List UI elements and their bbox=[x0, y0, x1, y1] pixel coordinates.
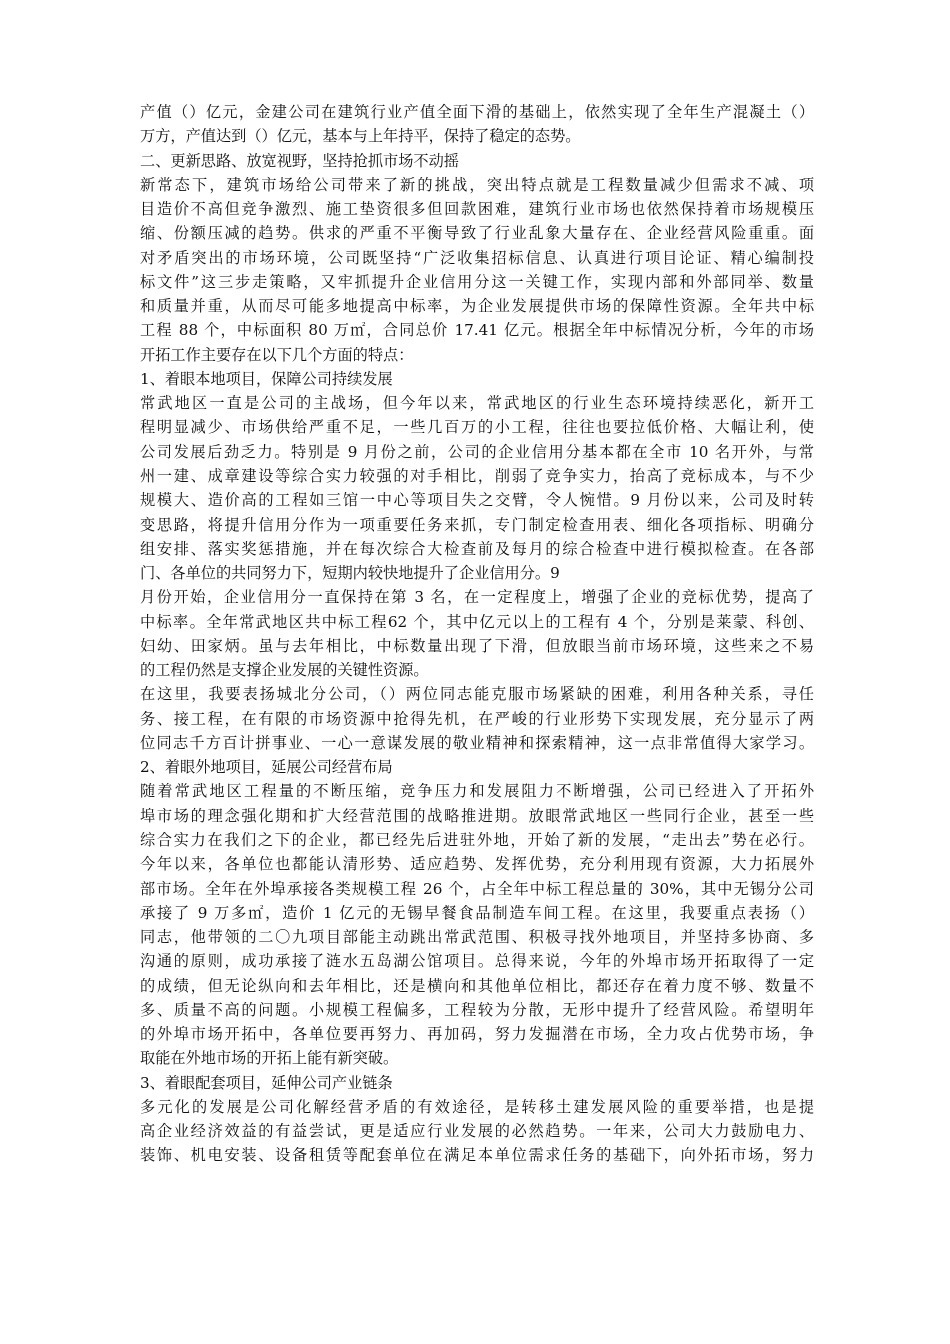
text-line: 月份开始，企业信用分一直保持在第 3 名，在一定程度上，增强了企业的竞标优势，提高了 bbox=[140, 588, 814, 607]
text-line: 常武地区一直是公司的主战场，但今年以来，常武地区的行业生态环境持续恶化，新开工 bbox=[140, 394, 814, 413]
text-line: 规模大、造价高的工程如三馆一中心等项目失之交臂，令人惋惜。9 月份以来，公司及时转 bbox=[140, 491, 814, 510]
section-heading: 二、更新思路、放宽视野，坚持抢抓市场不动摇 bbox=[140, 151, 459, 170]
document-body bbox=[140, 100, 814, 1168]
text-line: 工程 88 个，中标面积 80 万㎡，合同总价 17.41 亿元。根据全年中标情况分析，今年的市场 bbox=[140, 321, 814, 340]
text-line: 埠市场的理念强化期和扩大经营范围的战略推进期。放眼常武地区一些同行企业，甚至一些 bbox=[140, 806, 814, 825]
text-line: 随着常武地区工程量的不断压缩，竞争压力和发展阻力不断增强，公司已经进入了开拓外 bbox=[140, 782, 814, 801]
text-line: 门、各单位的共同努力下，短期内较快地提升了企业信用分。9 bbox=[140, 564, 560, 583]
text-line: 缩、份额压减的趋势。供求的严重不平衡导致了行业乱象大量存在、企业经营风险重重。面 bbox=[140, 224, 814, 243]
text-line: 的成绩，但无论纵向和去年相比，还是横向和其他单位相比，都还存在着力度不够、数量不 bbox=[140, 976, 814, 995]
text-line: 多元化的发展是公司化解经营矛盾的有效途径，是转移土建发展风险的重要举措，也是提 bbox=[140, 1097, 814, 1116]
text-line: 州一建、成章建设等综合实力较强的对手相比，削弱了竞争实力，抬高了竞标成本，与不少 bbox=[140, 466, 814, 485]
text-line: 在这里，我要表扬城北分公司，（）两位同志能克服市场紧缺的困难，利用各种关系，寻任 bbox=[140, 685, 814, 704]
text-line: 和质量并重，从而尽可能多地提高中标率，为企业发展提供市场的保障性资源。全年共中标 bbox=[140, 297, 814, 316]
text-line: 多、质量不高的问题。小规模工程偏多，工程较为分散，无形中提升了经营风险。希望明年 bbox=[140, 1000, 814, 1019]
section-heading: 3、着眼配套项目，延伸公司产业链条 bbox=[140, 1073, 393, 1092]
text-line: 部市场。全年在外埠承接各类规模工程 26 个，占全年中标工程总量的 30%，其中无锡分公司 bbox=[140, 879, 814, 898]
section-heading: 2、着眼外地项目，延展公司经营布局 bbox=[140, 758, 393, 777]
text-line: 中标率。全年常武地区共中标工程62 个，其中亿元以上的工程有 4 个，分别是莱蒙、科创、 bbox=[140, 612, 814, 631]
text-line: 务、接工程，在有限的市场资源中抢得先机，在严峻的行业形势下实现发展，充分显示了两 bbox=[140, 709, 814, 728]
text-line: 开拓工作主要存在以下几个方面的特点： bbox=[140, 345, 414, 364]
text-line: 综合实力在我们之下的企业，都已经先后进驻外地，开始了新的发展，“走出去”势在必行。 bbox=[140, 830, 814, 849]
text-line: 目造价不高但竞争激烈、施工垫资很多但回款困难，建筑行业市场也依然保持着市场规模压 bbox=[140, 200, 814, 219]
text-line: 取能在外地市场的开拓上能有新突破。 bbox=[140, 1049, 399, 1068]
text-line: 高企业经济效益的有益尝试，更是适应行业发展的必然趋势。一年来，公司大力鼓励电力、 bbox=[140, 1122, 814, 1141]
section-heading: 1、着眼本地项目，保障公司持续发展 bbox=[140, 369, 393, 388]
text-line: 组安排、落实奖惩措施，并在每次综合大检查前及每月的综合检查中进行模拟检查。在各部 bbox=[140, 539, 814, 558]
text-line: 今年以来，各单位也都能认清形势、适应趋势、发挥优势，充分利用现有资源，大力拓展外 bbox=[140, 855, 814, 874]
text-line: 位同志千方百计拼事业、一心一意谋发展的敬业精神和探索精神，这一点非常值得大家学习。 bbox=[140, 733, 814, 752]
text-line: 标文件”这三步走策略，又牢抓提升企业信用分这一关键工作，实现内部和外部同举、数量 bbox=[140, 272, 814, 291]
text-line: 程明显减少、市场供给严重不足，一些几百万的小工程，往往也要拉低价格、大幅让利，使 bbox=[140, 418, 814, 437]
text-line: 妇幼、田家炳。虽与去年相比，中标数量出现了下滑，但放眼当前市场环境，这些来之不易 bbox=[140, 636, 814, 655]
text-line: 沟通的原则，成功承接了涟水五岛湖公馆项目。总得来说，今年的外埠市场开拓取得了一定 bbox=[140, 952, 814, 971]
text-line: 对矛盾突出的市场环境，公司既坚持“广泛收集招标信息、认真进行项目论证、精心编制投 bbox=[140, 248, 814, 267]
text-line: 装饰、机电安装、设备租赁等配套单位在满足本单位需求任务的基础下，向外拓市场，努力 bbox=[140, 1146, 814, 1165]
text-line: 变思路，将提升信用分作为一项重要任务来抓，专门制定检查用表、细化各项指标、明确分 bbox=[140, 515, 814, 534]
text-line: 万方，产值达到（）亿元，基本与上年持平，保持了稳定的态势。 bbox=[140, 127, 581, 146]
text-line: 同志，他带领的二〇九项目部能主动跳出常武范围、积极寻找外地项目，并坚持多协商、多 bbox=[140, 928, 814, 947]
text-line: 产值（）亿元，金建公司在建筑行业产值全面下滑的基础上，依然实现了全年生产混凝土（） bbox=[140, 103, 814, 121]
text-line: 新常态下，建筑市场给公司带来了新的挑战，突出特点就是工程数量减少但需求不减、项 bbox=[140, 175, 814, 194]
text-line: 的外埠市场开拓中，各单位要再努力、再加码，努力发掘潜在市场，全力攻占优势市场，争 bbox=[140, 1025, 814, 1044]
text-line: 公司发展后劲乏力。特别是 9 月份之前，公司的企业信用分基本都在全市 10 名开外，与常 bbox=[140, 442, 814, 461]
text-line: 的工程仍然是支撑企业发展的关键性资源。 bbox=[140, 661, 429, 680]
text-line: 承接了 9 万多㎡，造价 1 亿元的无锡早餐食品制造车间工程。在这里，我要重点表扬（） bbox=[140, 903, 814, 922]
